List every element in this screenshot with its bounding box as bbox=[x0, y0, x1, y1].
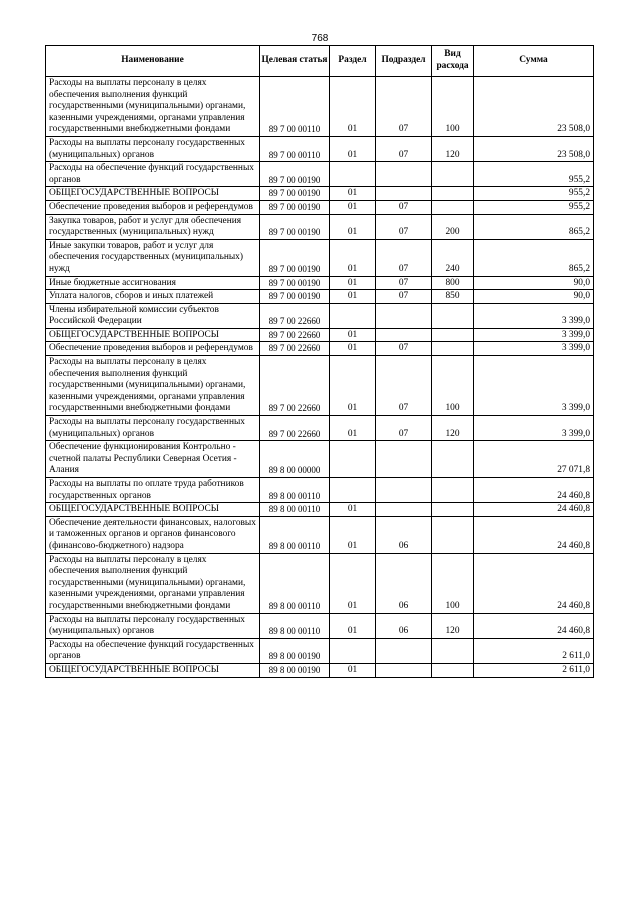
cell-name: Расходы на выплаты персоналу государственных (муниципальных) органов bbox=[46, 416, 260, 441]
cell-subsection: 06 bbox=[376, 553, 432, 613]
cell-expense-type bbox=[432, 441, 474, 478]
cell-name: Расходы на выплаты персоналу в целях обеспечения выполнения функций государственными (муниципальными) органами, казенными учреждениями, органами управления государственными внебюджетными фондами bbox=[46, 77, 260, 137]
table-row bbox=[46, 214, 594, 239]
cell-target-article: 89 7 00 00190 bbox=[260, 187, 330, 201]
table-header-row bbox=[46, 46, 594, 77]
cell-target-article: 89 7 00 00190 bbox=[260, 162, 330, 187]
cell-expense-type: 240 bbox=[432, 239, 474, 276]
cell-target-article: 89 7 00 22660 bbox=[260, 356, 330, 416]
table-row bbox=[46, 239, 594, 276]
cell-section: 01 bbox=[330, 553, 376, 613]
cell-name: ОБЩЕГОСУДАРСТВЕННЫЕ ВОПРОСЫ bbox=[46, 187, 260, 201]
cell-subsection: 07 bbox=[376, 77, 432, 137]
column-header-section: Раздел bbox=[330, 46, 376, 77]
budget-table bbox=[45, 45, 594, 678]
cell-expense-type: 200 bbox=[432, 214, 474, 239]
cell-sum: 3 399,0 bbox=[474, 303, 594, 328]
table-row bbox=[46, 478, 594, 503]
cell-sum: 865,2 bbox=[474, 239, 594, 276]
column-header-sum: Сумма bbox=[474, 46, 594, 77]
cell-subsection bbox=[376, 441, 432, 478]
cell-subsection: 07 bbox=[376, 356, 432, 416]
cell-sum: 2 611,0 bbox=[474, 638, 594, 663]
cell-expense-type bbox=[432, 187, 474, 201]
cell-expense-type: 850 bbox=[432, 290, 474, 304]
cell-name: Расходы на выплаты персоналу в целях обеспечения выполнения функций государственными (муниципальными) органами, казенными учреждениями, органами управления государственными внебюджетными фондами bbox=[46, 356, 260, 416]
cell-target-article: 89 7 00 00110 bbox=[260, 77, 330, 137]
cell-section bbox=[330, 478, 376, 503]
cell-name: ОБЩЕГОСУДАРСТВЕННЫЕ ВОПРОСЫ bbox=[46, 503, 260, 517]
cell-target-article: 89 8 00 00110 bbox=[260, 553, 330, 613]
table-row bbox=[46, 162, 594, 187]
cell-subsection: 07 bbox=[376, 214, 432, 239]
cell-section: 01 bbox=[330, 290, 376, 304]
cell-target-article: 89 7 00 22660 bbox=[260, 342, 330, 356]
cell-subsection: 07 bbox=[376, 239, 432, 276]
table-row bbox=[46, 276, 594, 290]
cell-section: 01 bbox=[330, 516, 376, 553]
table-row bbox=[46, 136, 594, 161]
cell-sum: 3 399,0 bbox=[474, 342, 594, 356]
cell-sum: 955,2 bbox=[474, 187, 594, 201]
page-number: 768 bbox=[311, 33, 329, 44]
cell-sum: 24 460,8 bbox=[474, 613, 594, 638]
column-header-name: Наименование bbox=[46, 46, 260, 77]
cell-expense-type bbox=[432, 663, 474, 677]
cell-subsection: 07 bbox=[376, 276, 432, 290]
cell-section: 01 bbox=[330, 503, 376, 517]
cell-subsection: 06 bbox=[376, 516, 432, 553]
cell-target-article: 89 7 00 22660 bbox=[260, 303, 330, 328]
cell-subsection bbox=[376, 162, 432, 187]
column-header-subsection: Подраздел bbox=[376, 46, 432, 77]
cell-name: Расходы на выплаты персоналу в целях обеспечения выполнения функций государственными (муниципальными) органами, казенными учреждениями, органами управления государственными внебюджетными фондами bbox=[46, 553, 260, 613]
cell-section: 01 bbox=[330, 276, 376, 290]
cell-sum: 24 460,8 bbox=[474, 553, 594, 613]
cell-section bbox=[330, 441, 376, 478]
cell-target-article: 89 7 00 00110 bbox=[260, 136, 330, 161]
table-row bbox=[46, 441, 594, 478]
cell-name: Расходы на обеспечение функций государственных органов bbox=[46, 162, 260, 187]
cell-expense-type: 120 bbox=[432, 136, 474, 161]
table-row bbox=[46, 416, 594, 441]
cell-sum: 23 508,0 bbox=[474, 136, 594, 161]
cell-expense-type bbox=[432, 638, 474, 663]
cell-section bbox=[330, 162, 376, 187]
cell-name: ОБЩЕГОСУДАРСТВЕННЫЕ ВОПРОСЫ bbox=[46, 663, 260, 677]
cell-expense-type bbox=[432, 200, 474, 214]
cell-subsection: 07 bbox=[376, 136, 432, 161]
cell-target-article: 89 8 00 00190 bbox=[260, 638, 330, 663]
cell-name: Расходы на выплаты персоналу государственных (муниципальных) органов bbox=[46, 136, 260, 161]
cell-expense-type: 100 bbox=[432, 553, 474, 613]
table-row bbox=[46, 663, 594, 677]
cell-target-article: 89 8 00 00110 bbox=[260, 478, 330, 503]
cell-expense-type: 120 bbox=[432, 613, 474, 638]
cell-name: Расходы на выплаты по оплате труда работников государственных органов bbox=[46, 478, 260, 503]
cell-target-article: 89 8 00 00110 bbox=[260, 503, 330, 517]
cell-sum: 24 460,8 bbox=[474, 478, 594, 503]
cell-name: Закупка товаров, работ и услуг для обеспечения государственных (муниципальных) нужд bbox=[46, 214, 260, 239]
table-row bbox=[46, 303, 594, 328]
cell-subsection: 06 bbox=[376, 613, 432, 638]
table-row bbox=[46, 200, 594, 214]
cell-name: Обеспечение функционирования Контрольно - счетной палаты Республики Северная Осетия - Алания bbox=[46, 441, 260, 478]
cell-sum: 865,2 bbox=[474, 214, 594, 239]
cell-subsection: 07 bbox=[376, 416, 432, 441]
cell-name: Иные закупки товаров, работ и услуг для обеспечения государственных (муниципальных) нужд bbox=[46, 239, 260, 276]
cell-sum: 3 399,0 bbox=[474, 416, 594, 441]
cell-section: 01 bbox=[330, 136, 376, 161]
cell-subsection: 07 bbox=[376, 290, 432, 304]
table-row bbox=[46, 553, 594, 613]
table-row bbox=[46, 356, 594, 416]
cell-section: 01 bbox=[330, 613, 376, 638]
cell-subsection bbox=[376, 187, 432, 201]
cell-subsection bbox=[376, 503, 432, 517]
cell-subsection bbox=[376, 638, 432, 663]
cell-section: 01 bbox=[330, 214, 376, 239]
cell-section: 01 bbox=[330, 663, 376, 677]
cell-target-article: 89 8 00 00000 bbox=[260, 441, 330, 478]
cell-section: 01 bbox=[330, 200, 376, 214]
cell-sum: 90,0 bbox=[474, 290, 594, 304]
cell-section: 01 bbox=[330, 77, 376, 137]
cell-name: ОБЩЕГОСУДАРСТВЕННЫЕ ВОПРОСЫ bbox=[46, 328, 260, 342]
cell-subsection bbox=[376, 478, 432, 503]
cell-name: Иные бюджетные ассигнования bbox=[46, 276, 260, 290]
cell-section: 01 bbox=[330, 356, 376, 416]
table-row bbox=[46, 342, 594, 356]
cell-sum: 24 460,8 bbox=[474, 516, 594, 553]
column-header-csr: Целевая статья bbox=[260, 46, 330, 77]
cell-subsection bbox=[376, 328, 432, 342]
cell-expense-type: 100 bbox=[432, 77, 474, 137]
cell-subsection bbox=[376, 663, 432, 677]
cell-expense-type bbox=[432, 328, 474, 342]
cell-name: Обеспечение проведения выборов и референдумов bbox=[46, 342, 260, 356]
cell-subsection bbox=[376, 303, 432, 328]
cell-target-article: 89 8 00 00190 bbox=[260, 663, 330, 677]
cell-sum: 24 460,8 bbox=[474, 503, 594, 517]
cell-sum: 27 071,8 bbox=[474, 441, 594, 478]
cell-target-article: 89 7 00 00190 bbox=[260, 239, 330, 276]
cell-expense-type bbox=[432, 342, 474, 356]
cell-section: 01 bbox=[330, 239, 376, 276]
cell-expense-type bbox=[432, 503, 474, 517]
cell-subsection: 07 bbox=[376, 342, 432, 356]
cell-sum: 955,2 bbox=[474, 200, 594, 214]
cell-target-article: 89 8 00 00110 bbox=[260, 516, 330, 553]
table-row bbox=[46, 638, 594, 663]
cell-sum: 23 508,0 bbox=[474, 77, 594, 137]
cell-expense-type bbox=[432, 303, 474, 328]
cell-expense-type bbox=[432, 478, 474, 503]
cell-target-article: 89 7 00 00190 bbox=[260, 200, 330, 214]
table-row bbox=[46, 77, 594, 137]
cell-sum: 3 399,0 bbox=[474, 328, 594, 342]
cell-name: Расходы на обеспечение функций государственных органов bbox=[46, 638, 260, 663]
cell-section bbox=[330, 638, 376, 663]
cell-name: Обеспечение проведения выборов и референдумов bbox=[46, 200, 260, 214]
cell-section: 01 bbox=[330, 328, 376, 342]
cell-section: 01 bbox=[330, 342, 376, 356]
cell-section bbox=[330, 303, 376, 328]
table-row bbox=[46, 328, 594, 342]
cell-expense-type: 120 bbox=[432, 416, 474, 441]
cell-name: Обеспечение деятельности финансовых, налоговых и таможенных органов и органов финансового (финансово-бюджетного) надзора bbox=[46, 516, 260, 553]
cell-name: Члены избирательной комиссии субъектов Российской Федерации bbox=[46, 303, 260, 328]
cell-target-article: 89 7 00 00190 bbox=[260, 290, 330, 304]
cell-section: 01 bbox=[330, 416, 376, 441]
table-row bbox=[46, 187, 594, 201]
table-row bbox=[46, 290, 594, 304]
cell-name: Уплата налогов, сборов и иных платежей bbox=[46, 290, 260, 304]
cell-sum: 955,2 bbox=[474, 162, 594, 187]
cell-sum: 3 399,0 bbox=[474, 356, 594, 416]
cell-expense-type: 800 bbox=[432, 276, 474, 290]
cell-target-article: 89 8 00 00110 bbox=[260, 613, 330, 638]
cell-section: 01 bbox=[330, 187, 376, 201]
cell-sum: 90,0 bbox=[474, 276, 594, 290]
cell-sum: 2 611,0 bbox=[474, 663, 594, 677]
cell-expense-type bbox=[432, 162, 474, 187]
table-body bbox=[46, 77, 594, 678]
cell-target-article: 89 7 00 22660 bbox=[260, 328, 330, 342]
cell-target-article: 89 7 00 00190 bbox=[260, 214, 330, 239]
table-row bbox=[46, 503, 594, 517]
column-header-expense-type: Вид расхода bbox=[432, 46, 474, 77]
cell-target-article: 89 7 00 22660 bbox=[260, 416, 330, 441]
cell-expense-type: 100 bbox=[432, 356, 474, 416]
table-row bbox=[46, 613, 594, 638]
cell-target-article: 89 7 00 00190 bbox=[260, 276, 330, 290]
cell-expense-type bbox=[432, 516, 474, 553]
cell-subsection: 07 bbox=[376, 200, 432, 214]
table-row bbox=[46, 516, 594, 553]
cell-name: Расходы на выплаты персоналу государственных (муниципальных) органов bbox=[46, 613, 260, 638]
